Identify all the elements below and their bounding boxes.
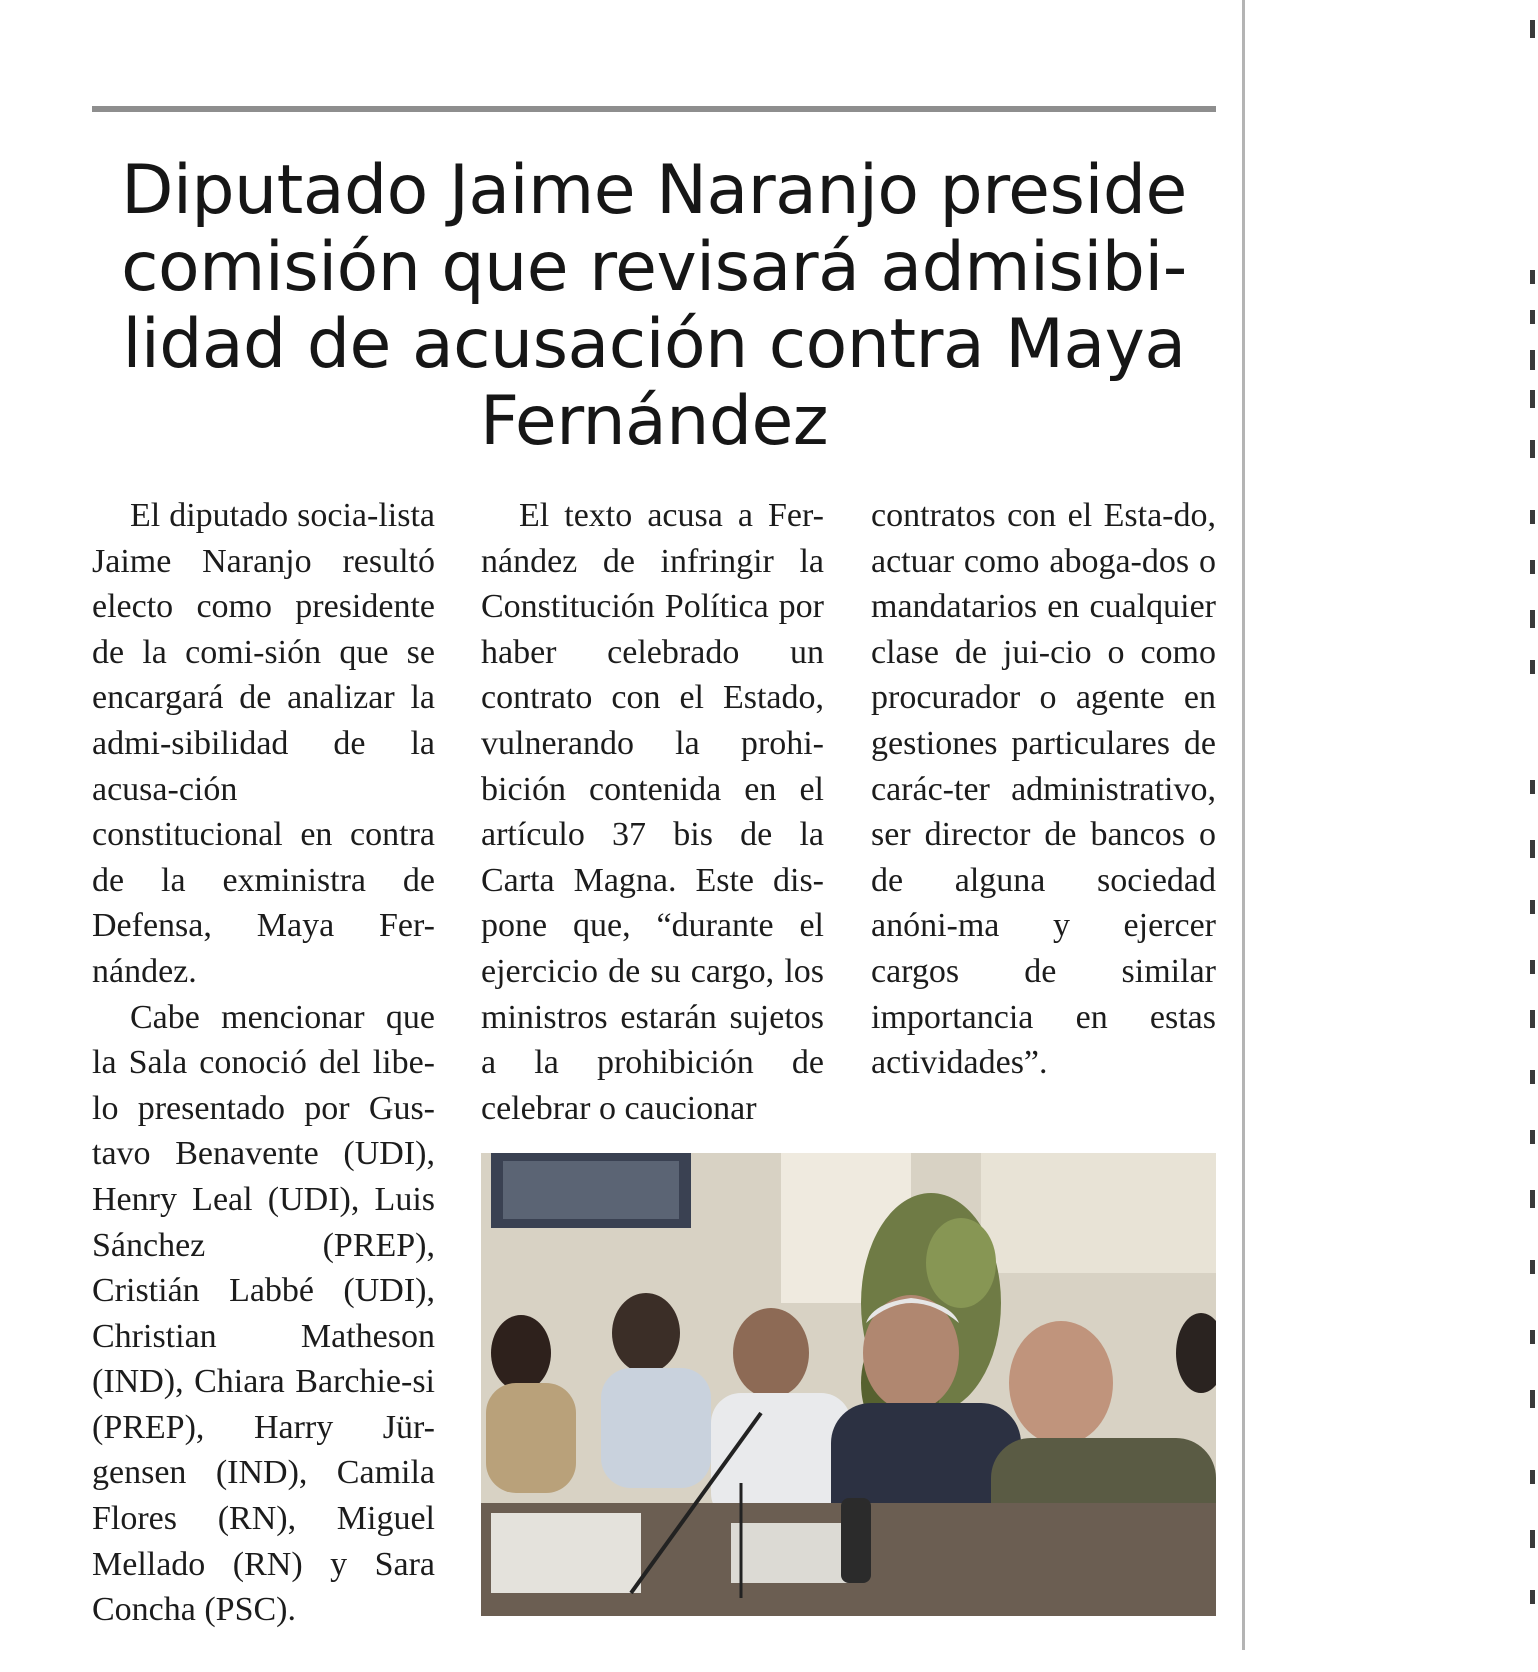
paragraph: Cabe mencionar que la Sala conoció del libe-lo presentado por Gus-tavo Benavente (UDI), Henry Leal (UDI), Luis Sánchez (PREP), Cristián Labbé (UDI), Christian Matheson (IND), Chiara Barchie-si (PREP), Harry Jür-gensen (IND), Camila Flores (RN), Miguel Mellado (RN) y Sara Concha (PSC).: [92, 998, 435, 1629]
top-rule: [92, 106, 1216, 112]
body-column-2: [481, 493, 824, 1131]
headline: Diputado Jaime Naranjo preside comisión que revisará admisibi-lidad de acusación contra Maya Fernández: [121, 151, 1187, 461]
body-column-1: [92, 493, 435, 1633]
column-divider: [1242, 0, 1245, 1650]
committee-meeting-photo: [481, 1153, 1216, 1616]
adjacent-page-edge: [1530, 0, 1538, 1672]
paragraph: El diputado socia-lista Jaime Naranjo resultó electo como presidente de la comi-sión que se encargará de analizar la admi-sibilidad de la acusa-ción constitucional en contra de la exministra de Defensa, Maya Fer-nández.: [92, 497, 435, 990]
photo-illustration: [481, 1153, 1216, 1616]
paragraph: contratos con el Esta-do, actuar como aboga-dos o mandatarios en cualquier clase de jui-cio o como procurador o agente en gestiones particulares de carác-ter administrativo, ser director de bancos o de alguna sociedad anóni-ma y ejercer cargos de similar importancia en estas actividades”.: [871, 497, 1216, 1082]
body-column-3: [871, 493, 1216, 1086]
paragraph: El texto acusa a Fer-nández de infringir la Constitución Política por haber celebrado un contrato con el Estado, vulnerando la prohi-bición contenida en el artículo 37 bis de la Carta Magna. Este dis-pone que, “durante el ejercicio de su cargo, los ministros estarán sujetos a la prohibición de celebrar o caucionar: [481, 497, 824, 1127]
